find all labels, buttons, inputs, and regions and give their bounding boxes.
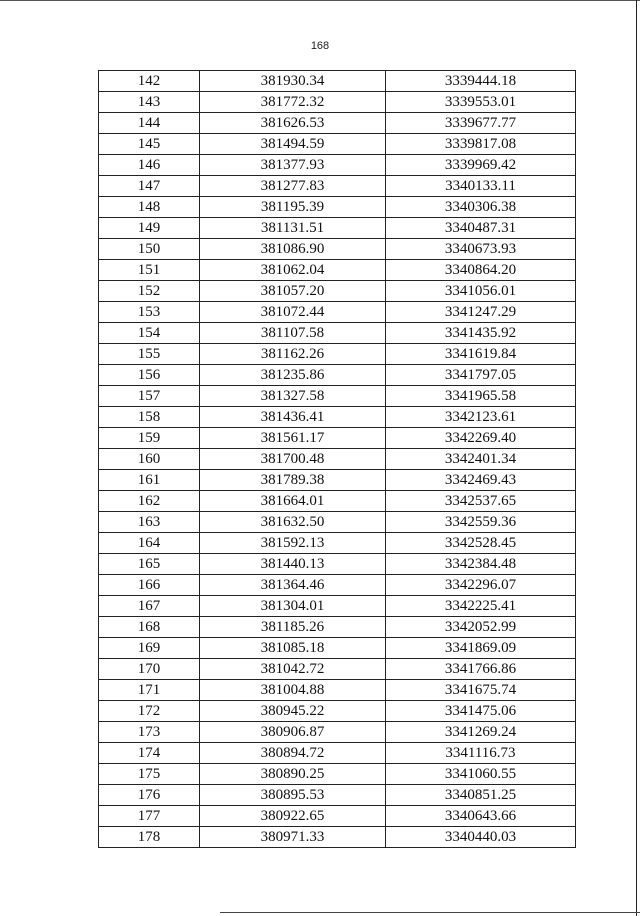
coordinate-table-container (98, 70, 576, 848)
y-coordinate-cell: 3342296.07 (386, 575, 576, 596)
y-coordinate-cell: 3342528.45 (386, 533, 576, 554)
x-coordinate-cell: 381436.41 (200, 407, 386, 428)
table-row (99, 113, 576, 134)
table-row (99, 71, 576, 92)
coordinate-table (98, 70, 576, 848)
point-number-cell: 144 (99, 113, 200, 134)
x-coordinate-cell: 381789.38 (200, 470, 386, 491)
point-number-cell: 168 (99, 617, 200, 638)
point-number-cell: 148 (99, 197, 200, 218)
table-row (99, 218, 576, 239)
table-row (99, 533, 576, 554)
table-row (99, 554, 576, 575)
x-coordinate-cell: 380906.87 (200, 722, 386, 743)
y-coordinate-cell: 3341247.29 (386, 302, 576, 323)
x-coordinate-cell: 381561.17 (200, 428, 386, 449)
x-coordinate-cell: 381195.39 (200, 197, 386, 218)
point-number-cell: 177 (99, 806, 200, 827)
point-number-cell: 175 (99, 764, 200, 785)
point-number-cell: 151 (99, 260, 200, 281)
table-row (99, 365, 576, 386)
table-row (99, 134, 576, 155)
point-number-cell: 169 (99, 638, 200, 659)
y-coordinate-cell: 3341060.55 (386, 764, 576, 785)
y-coordinate-cell: 3342384.48 (386, 554, 576, 575)
table-row (99, 764, 576, 785)
table-row (99, 806, 576, 827)
point-number-cell: 166 (99, 575, 200, 596)
table-row (99, 344, 576, 365)
point-number-cell: 156 (99, 365, 200, 386)
y-coordinate-cell: 3342123.61 (386, 407, 576, 428)
table-row (99, 638, 576, 659)
table-row (99, 743, 576, 764)
y-coordinate-cell: 3341797.05 (386, 365, 576, 386)
page-number: 168 (310, 40, 330, 52)
point-number-cell: 160 (99, 449, 200, 470)
y-coordinate-cell: 3340306.38 (386, 197, 576, 218)
point-number-cell: 155 (99, 344, 200, 365)
x-coordinate-cell: 381107.58 (200, 323, 386, 344)
y-coordinate-cell: 3341269.24 (386, 722, 576, 743)
x-coordinate-cell: 381304.01 (200, 596, 386, 617)
table-row (99, 92, 576, 113)
x-coordinate-cell: 380945.22 (200, 701, 386, 722)
y-coordinate-cell: 3342559.36 (386, 512, 576, 533)
table-row (99, 407, 576, 428)
x-coordinate-cell: 381004.88 (200, 680, 386, 701)
y-coordinate-cell: 3341766.86 (386, 659, 576, 680)
coordinate-table-body (99, 71, 576, 848)
point-number-cell: 167 (99, 596, 200, 617)
page-bottom-edge (220, 912, 640, 913)
x-coordinate-cell: 381085.18 (200, 638, 386, 659)
table-row (99, 596, 576, 617)
table-row (99, 680, 576, 701)
y-coordinate-cell: 3341619.84 (386, 344, 576, 365)
point-number-cell: 172 (99, 701, 200, 722)
x-coordinate-cell: 381185.26 (200, 617, 386, 638)
y-coordinate-cell: 3341116.73 (386, 743, 576, 764)
y-coordinate-cell: 3342225.41 (386, 596, 576, 617)
x-coordinate-cell: 381277.83 (200, 176, 386, 197)
x-coordinate-cell: 381772.32 (200, 92, 386, 113)
point-number-cell: 143 (99, 92, 200, 113)
point-number-cell: 159 (99, 428, 200, 449)
point-number-cell: 178 (99, 827, 200, 848)
y-coordinate-cell: 3340851.25 (386, 785, 576, 806)
y-coordinate-cell: 3340487.31 (386, 218, 576, 239)
x-coordinate-cell: 381930.34 (200, 71, 386, 92)
y-coordinate-cell: 3341435.92 (386, 323, 576, 344)
point-number-cell: 161 (99, 470, 200, 491)
table-row (99, 155, 576, 176)
point-number-cell: 149 (99, 218, 200, 239)
table-row (99, 260, 576, 281)
x-coordinate-cell: 381364.46 (200, 575, 386, 596)
x-coordinate-cell: 380890.25 (200, 764, 386, 785)
table-row (99, 701, 576, 722)
point-number-cell: 154 (99, 323, 200, 344)
point-number-cell: 152 (99, 281, 200, 302)
x-coordinate-cell: 381131.51 (200, 218, 386, 239)
table-row (99, 428, 576, 449)
point-number-cell: 163 (99, 512, 200, 533)
y-coordinate-cell: 3342537.65 (386, 491, 576, 512)
point-number-cell: 153 (99, 302, 200, 323)
x-coordinate-cell: 381377.93 (200, 155, 386, 176)
y-coordinate-cell: 3342469.43 (386, 470, 576, 491)
point-number-cell: 145 (99, 134, 200, 155)
x-coordinate-cell: 381327.58 (200, 386, 386, 407)
table-row (99, 449, 576, 470)
point-number-cell: 147 (99, 176, 200, 197)
y-coordinate-cell: 3340440.03 (386, 827, 576, 848)
y-coordinate-cell: 3340864.20 (386, 260, 576, 281)
table-row (99, 785, 576, 806)
x-coordinate-cell: 381162.26 (200, 344, 386, 365)
y-coordinate-cell: 3339553.01 (386, 92, 576, 113)
table-row (99, 575, 576, 596)
point-number-cell: 170 (99, 659, 200, 680)
y-coordinate-cell: 3339969.42 (386, 155, 576, 176)
x-coordinate-cell: 381700.48 (200, 449, 386, 470)
table-row (99, 827, 576, 848)
point-number-cell: 176 (99, 785, 200, 806)
point-number-cell: 158 (99, 407, 200, 428)
x-coordinate-cell: 381494.59 (200, 134, 386, 155)
x-coordinate-cell: 381057.20 (200, 281, 386, 302)
point-number-cell: 142 (99, 71, 200, 92)
point-number-cell: 165 (99, 554, 200, 575)
x-coordinate-cell: 381626.53 (200, 113, 386, 134)
x-coordinate-cell: 381086.90 (200, 239, 386, 260)
y-coordinate-cell: 3341675.74 (386, 680, 576, 701)
y-coordinate-cell: 3339444.18 (386, 71, 576, 92)
y-coordinate-cell: 3342269.40 (386, 428, 576, 449)
x-coordinate-cell: 380922.65 (200, 806, 386, 827)
table-row (99, 470, 576, 491)
table-row (99, 617, 576, 638)
point-number-cell: 164 (99, 533, 200, 554)
y-coordinate-cell: 3339677.77 (386, 113, 576, 134)
table-row (99, 722, 576, 743)
x-coordinate-cell: 380894.72 (200, 743, 386, 764)
y-coordinate-cell: 3340133.11 (386, 176, 576, 197)
table-row (99, 512, 576, 533)
table-row (99, 386, 576, 407)
x-coordinate-cell: 381235.86 (200, 365, 386, 386)
point-number-cell: 162 (99, 491, 200, 512)
y-coordinate-cell: 3340643.66 (386, 806, 576, 827)
table-row (99, 197, 576, 218)
point-number-cell: 173 (99, 722, 200, 743)
table-row (99, 491, 576, 512)
x-coordinate-cell: 381632.50 (200, 512, 386, 533)
y-coordinate-cell: 3341965.58 (386, 386, 576, 407)
point-number-cell: 171 (99, 680, 200, 701)
y-coordinate-cell: 3341869.09 (386, 638, 576, 659)
x-coordinate-cell: 381062.04 (200, 260, 386, 281)
y-coordinate-cell: 3340673.93 (386, 239, 576, 260)
x-coordinate-cell: 381072.44 (200, 302, 386, 323)
table-row (99, 176, 576, 197)
page-top-edge (0, 0, 640, 1)
x-coordinate-cell: 381042.72 (200, 659, 386, 680)
table-row (99, 323, 576, 344)
y-coordinate-cell: 3342401.34 (386, 449, 576, 470)
x-coordinate-cell: 380895.53 (200, 785, 386, 806)
y-coordinate-cell: 3341475.06 (386, 701, 576, 722)
point-number-cell: 157 (99, 386, 200, 407)
y-coordinate-cell: 3339817.08 (386, 134, 576, 155)
x-coordinate-cell: 381664.01 (200, 491, 386, 512)
x-coordinate-cell: 381592.13 (200, 533, 386, 554)
x-coordinate-cell: 380971.33 (200, 827, 386, 848)
table-row (99, 659, 576, 680)
page-right-edge (636, 0, 637, 916)
y-coordinate-cell: 3341056.01 (386, 281, 576, 302)
point-number-cell: 174 (99, 743, 200, 764)
x-coordinate-cell: 381440.13 (200, 554, 386, 575)
table-row (99, 239, 576, 260)
point-number-cell: 146 (99, 155, 200, 176)
table-row (99, 302, 576, 323)
point-number-cell: 150 (99, 239, 200, 260)
y-coordinate-cell: 3342052.99 (386, 617, 576, 638)
table-row (99, 281, 576, 302)
